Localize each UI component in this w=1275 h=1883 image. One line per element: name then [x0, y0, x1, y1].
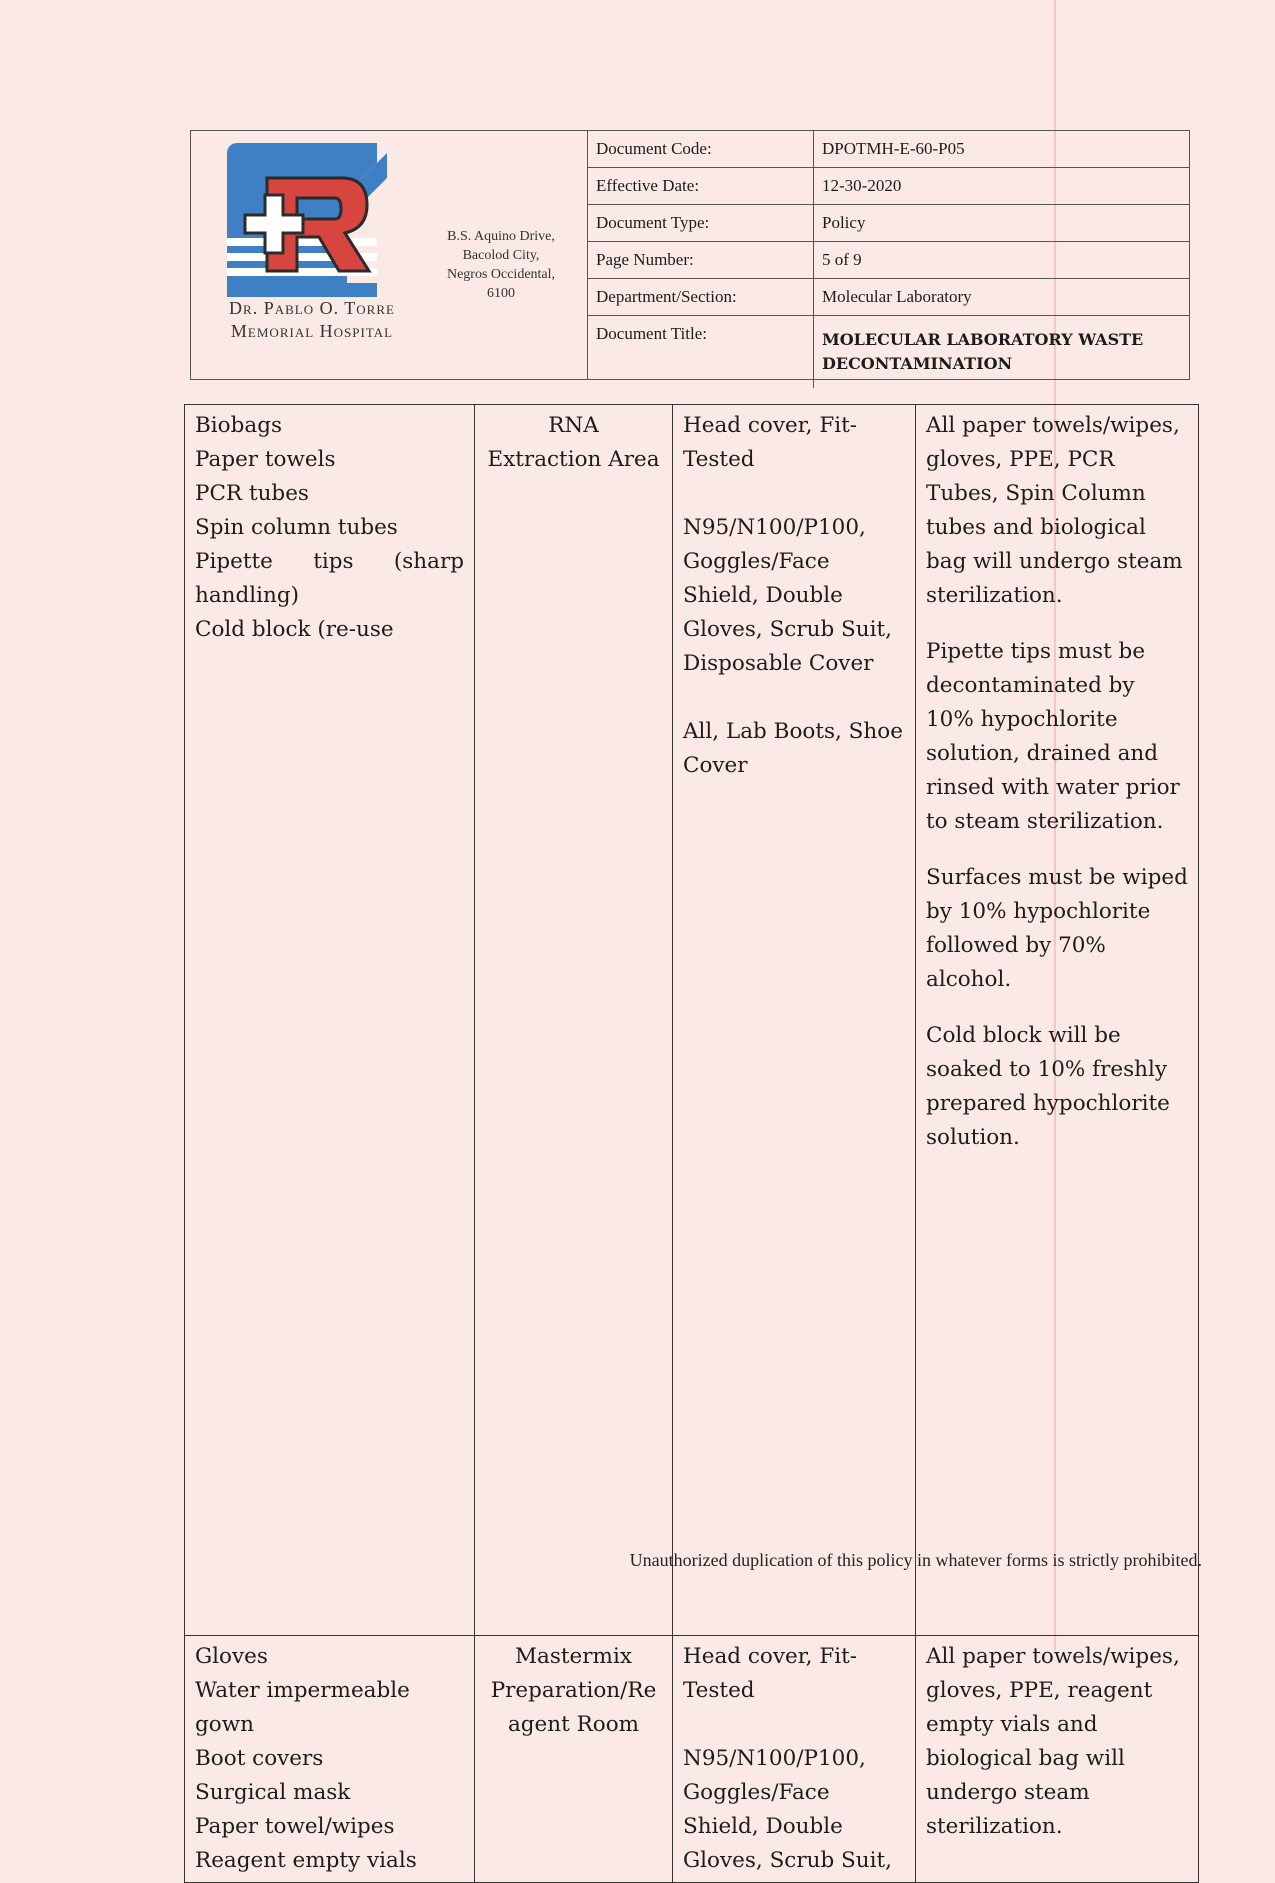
waste-item: Cold block (re-use — [195, 617, 394, 642]
hospital-branding — [191, 131, 588, 379]
info-value: Molecular Laboratory — [814, 279, 1190, 316]
info-value: 12-30-2020 — [814, 168, 1190, 205]
document-title-line1: MOLECULAR LABORATORY WASTE — [822, 330, 1144, 349]
area-name-line: Preparation/Re — [490, 1678, 657, 1703]
address-line: B.S. Aquino Drive, — [447, 229, 555, 244]
waste-item: Pipette tips (sharp — [195, 549, 464, 574]
waste-item: Reagent empty vials — [195, 1848, 417, 1873]
area-name-line: Extraction Area — [487, 447, 660, 472]
footer-notice: Unauthorized duplication of this policy in whatever forms is strictly prohibited. — [629, 1550, 1202, 1570]
procedure-paragraph: All paper towels/wipes, gloves, PPE, reagent empty vials and biological bag will undergo steam sterilization. — [926, 1644, 1180, 1839]
waste-items-cell — [185, 405, 475, 1636]
hospital-name-line2: Memorial Hospital — [230, 321, 394, 341]
area-cell — [475, 405, 673, 1636]
document-info-table — [588, 131, 1189, 388]
waste-item: Water impermeable — [195, 1678, 410, 1703]
document-title — [814, 316, 1190, 389]
waste-item: Spin column tubes — [195, 515, 398, 540]
waste-items-cell — [185, 1636, 475, 1883]
procedure-cell — [916, 405, 1199, 1636]
ppe-block: Head cover, Fit-Tested — [683, 413, 858, 472]
info-label: Document Code: — [588, 131, 814, 168]
area-name-line: agent Room — [507, 1712, 640, 1737]
waste-item: Paper towels — [195, 447, 336, 472]
procedure-cell — [916, 1636, 1199, 1883]
info-row — [588, 205, 1189, 242]
info-label: Document Type: — [588, 205, 814, 242]
hospital-address — [417, 227, 585, 303]
area-name-line: Mastermix — [515, 1644, 632, 1669]
waste-item: handling) — [195, 583, 300, 608]
ppe-cell — [673, 1636, 916, 1883]
hospital-name — [197, 297, 427, 343]
address-line: Negros Occidental, — [446, 267, 556, 282]
info-value: 5 of 9 — [814, 242, 1190, 279]
hospital-name-line1: Dr. Pablo O. Torre — [229, 298, 395, 318]
procedure-paragraph: All paper towels/wipes, gloves, PPE, PCR Tubes, Spin Column tubes and biological bag will undergo steam sterilization. — [926, 413, 1183, 608]
document-title-line2: DECONTAMINATION — [822, 354, 1013, 373]
info-label: Page Number: — [588, 242, 814, 279]
info-row — [588, 316, 1189, 389]
info-value: DPOTMH-E-60-P05 — [814, 131, 1190, 168]
waste-item: Biobags — [195, 413, 282, 438]
info-row — [588, 242, 1189, 279]
waste-item: gown — [195, 1712, 254, 1737]
document-header — [190, 130, 1190, 380]
info-row — [588, 131, 1189, 168]
address-line: 6100 — [487, 286, 515, 301]
procedure-paragraph: Cold block will be soaked to 10% freshly prepared hypochlorite solution. — [926, 1023, 1170, 1150]
ppe-block: Head cover, Fit-Tested — [683, 1644, 858, 1703]
procedure-paragraph: Pipette tips must be decontaminated by 10% hypochlorite solution, drained and rinsed with water prior to steam sterilization. — [926, 639, 1180, 834]
waste-decontamination-table — [184, 404, 1199, 1883]
ppe-block: N95/N100/P100, Goggles/Face Shield, Double Gloves, Scrub Suit, — [683, 1746, 892, 1873]
info-row — [588, 279, 1189, 316]
info-row — [588, 168, 1189, 205]
info-label: Document Title: — [588, 316, 814, 389]
ppe-block: All, Lab Boots, Shoe Cover — [683, 719, 903, 778]
address-line: Bacolod City, — [462, 248, 540, 263]
info-label: Department/Section: — [588, 279, 814, 316]
table-row — [185, 1636, 1199, 1883]
hospital-logo-icon — [227, 143, 387, 303]
waste-item: Boot covers — [195, 1746, 324, 1771]
ppe-block: N95/N100/P100, Goggles/Face Shield, Double Gloves, Scrub Suit, Disposable Cover — [683, 515, 892, 676]
procedure-paragraph: Surfaces must be wiped by 10% hypochlorite followed by 70% alcohol. — [926, 865, 1188, 992]
table-row — [185, 405, 1199, 1636]
area-cell — [475, 1636, 673, 1883]
waste-item: Paper towel/wipes — [195, 1814, 395, 1839]
waste-item: PCR tubes — [195, 481, 309, 506]
ppe-cell — [673, 405, 916, 1636]
waste-item: Surgical mask — [195, 1780, 351, 1805]
area-name-line: RNA — [548, 413, 599, 438]
info-label: Effective Date: — [588, 168, 814, 205]
waste-item: Gloves — [195, 1644, 268, 1669]
info-value: Policy — [814, 205, 1190, 242]
